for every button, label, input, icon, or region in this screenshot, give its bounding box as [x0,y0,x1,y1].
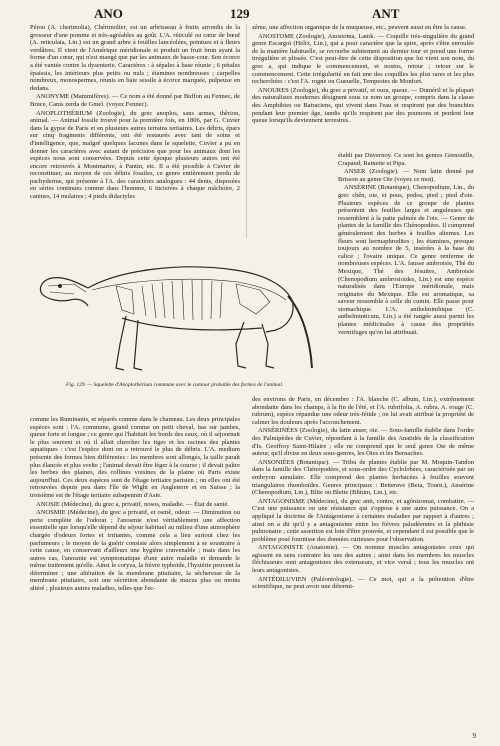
running-header [0,6,500,22]
head-outline [40,278,88,306]
header-left: ANO [94,6,123,21]
paragraph: ANOPLOTHÉRIUM (Zoologie), du grec anoplos, sans armes, thêrion, animal. — Animal fossile trouvé pour la première fois, en 1806, par G. Cuvier dans la gypse de Paris et en plusieurs autres terrains tertiaires. Les débris, épars sur cinq fragments différents, ont été restaurés avec tant de soins et d'intelligence, que, malgré quelques lacunes dans le squelette, Cuvier a pu en donner les caractères avec autant de précision que pour les animaux dont les espèces nous sont conservées. Depuis cette époque plusieurs autres ont été encore retrouvés à Montmartre, à Pantin, etc. Il a été possible à Cuvier de reconstituer, au moyen de ces débris fossiles, ce genre entièrement perdu de pachyderme, qui présente à l'A. des caractères analogues : 44 dents, disposées en séries continues comme dans l'homme, 6 incisives à chaque mâchoire, 2 canines, 14 molaires ; 4 pieds didactyles [30,109,240,201]
right-column-bottom [252,396,474,732]
front-leg [116,316,142,370]
paragraph: ANOSMIE (Médecine), du grec a privatif, et osmê, odeur. — Diminution ou perte complète de l'odorat ; l'anosmie n'est véritablement une affection essentielle que lorsqu'elle dépend du séjour habituel au milieu d'une atmosphère chargée d'odeurs fortes et irritantes, comme cela a lieu surtout chez les parfumeurs ; le moyen de la guérir consiste alors simplement à se soustraire à cette cause, en conservant d'ailleurs une hygiène convenable ; mais dans les autres cas, l'anosmie est symptomatique d'une autre maladie et demande le même traitement qu'elle. Ainsi le coryza, la fièvre typhoïde, l'hystérie peuvent la déterminer ; une altération de la membrane pituitaire, la sécheresse de la membrane pituitaire, soit une sécrétion abondante de mucus plus ou moins altéré ; plusieurs autres maladies, telles que l'ec- [30,509,240,593]
paragraph: ANOURES (Zoologie), du grec a privatif, et oura, queue. — Duméril et la plupart des naturalistes modernes désignent sous ce nom un groupe, compris dans la classe des Amphibies ou Batraciens, qui vivent dans l'eau et respirent par des branchies pendant leur premier âge, tandis qu'ils respirent par des poumons et perdent leur queue lorsqu'ils deviennent terrestres. [252,86,474,125]
paragraph: des environs de Paris, en décembre : l'A. blanche (C. album, Lin.), extrêmement abondante dans les champs, à la fin de l'été, et l'A. rubrifolia, A. rubra, A. rouge (C. rubrum), espèce répandue une odeur très-fétide ; on lui avait attribué la propriété de calmer les douleurs après l'accouchement. [252,396,474,426]
paragraph: ANSONIÉES (Botanique). — Tribu de plantes établie par M. Moquin-Tandon dans la famille des Chénopodées, et sous-ordre des Cyclolobées, caractérisée par un embryon annulaire. Elle comprend des plantes herbacées à feuilles souvent triangulaires rhomboïdes. Genres principaux : Betterave (Beta, Tourn.), Ansérine (Chenopodium, Lin.), Blite ou Blette (Blitum, Lin.), etc. [252,458,474,497]
paragraph: ANTÉDILUVIEN (Paléontologie). — Ce mot, qui a la prétention d'être scientifique, ne peut avoir une détermi- [252,575,474,591]
paragraph: ANSÉRINÉES (Zoologie), du latin anser, oie. — Sous-famille établie dans l'ordre des Palmipèdes de Cuvier, répondant à la famille des Anatidés de la classification d'Is. Geoffroy Saint-Hilaire ; elle ne comprend que le seul genre Oie de même auteur, qu'il divise en deux sous-genres, les Oies et les Bernaches. [252,427,474,458]
right-column-middle [338,152,474,394]
paragraph: ANSÉRINE (Botanique), Chenopodium, Lin., du grec chên, oie, et pous, podos, pied ; pied d'oie. Plusieurs espèces de ce groupe de plantes présentent des feuilles larges et anguleuses qui ressemblent à la patte palmée de l'oie. — Genre de plantes de la famille des Chénopodées. Il comprend généralement des herbes à feuilles alternes. Les fleurs sont hermaphrodites ; les étamines, presque toujours au nombre de 5, insérées à la base du calice ; l'ovaire unique. Ce genre renferme de nombreuses espèces. L'A. fausse ambroisie, Thé du Mexique, Thé des Jésuites, Ambroisie (Chenopodium ambrosioides, Lin.) est une espèce naturalisée dans l'Europe méridionale, mais originaire du Mexique. Elle est aromatique, sa saveur ressemble à celle du cumin. Elle passe pour stomachique. L'A. anthelminthique (C. anthelminticum, Lin.) a été rangée aussi parmi les plantes médicinales à cause des propriétés vermifuges qu'on lui attribuait. [338,184,474,336]
scapula [116,286,134,314]
paragraph: ANOSIE (Médecine), du grec a, privatif, nosos, maladie. — État de santé. [36,500,229,508]
paragraph: établi par Duvernoy. Ce sont les genres Grenouille, Crapaud, Rainette et Pipa. [338,152,474,167]
signature-mark: 9 [472,732,476,740]
paragraph: ANTAGONISME (Médecine), du grec anti, contre, et agônizomai, combattre. — C'est une puissance ou une résistance qui s'oppose à une autre puissance. On a appliqué la doctrine de l'Antagonisme à certaines maladies par rapport à d'autres ; ainsi on a dit qu'il y a antagonisme entre les fièvres paludéennes et la phthisie pulmonaire ; cette assertion est loin d'être prouvée, et cependant il est possible que le problème posé fournisse des données curieuses pour l'observation. [252,497,474,543]
body-outline [88,267,293,332]
tail-outline [288,296,312,368]
figure-caption: Fig. 129. — Squelette d'Anoplothérium commune avec le contour probable des formes de l'animal. [66,382,284,388]
spine [92,279,286,300]
ribs [142,280,222,320]
eye-socket [58,284,62,288]
paragraph: ANOSTOME (Zoologie), Anostoma, Lamk. — Coquille très-singulière du grand genre Escargot (Helix, Lin.), qui a pour caractère que la spire, après s'être enroulée de la manière habituelle, se recourbe subitement au dernier tour et prend une forme irrégulière et plissée. C'est peut-être de cette disposition que lui vient son nom, du grec a, qui indique le commencement, et nostos, retour ; retour sur le commencement. Cette irrégularité en fait une des coquilles les plus rares et les plus recherchées : c'est l'A. rogne ou Gueuelle, Tempestes de Monfort. [252,32,474,86]
pelvis [236,284,270,314]
belly-outline [122,318,262,330]
paragraph: Pérou (A. cherimolia), Chérimolier, est un arbrisseau à fruits arrondis de la grosseur d'une pomme et très-agréables au goût. L'A. réticulé ou cœur de bœuf (A. reticulata, Lin.) est un grand arbre à feuilles lancéolées, pointues et à fleurs verdâtres. Il vient de l'Amérique méridionale et produit un fruit brun ayant la forme d'un cœur, qui n'est mangé que par les animaux de basse-cour. Son écorce a été vantée contre la dysenterie. Caractères : à sépales à base réunie ; 6 pétales épaissis, les intérieurs plus petits ou nuls ; étamines nombreuses ; carpelles nombreux, monospermes, réunis en baie sessile à écorce marquée, pulpeuse en dedans. [30,24,240,92]
column-rule [246,24,247,238]
paragraph: ANTAGONISTE (Anatomie). — On nomme muscles antagonistes ceux qui agissent en sens contraire les uns des autres ; ainsi dans les membres les muscles fléchisseurs sont antagonistes des extenseurs, et vice versâ ; tous les muscles ont leurs antagonistes. [252,544,474,575]
right-column-top [252,24,474,152]
skull-detail [48,284,86,294]
anoplotherium-skeleton-figure [30,240,320,378]
paragraph: ANSER (Zoologie). — Nom latin donné par Brisson au genre Oie (voyez ce mot). [338,168,474,183]
header-page: 129 [230,6,250,21]
paragraph: zème, une affection organique de la muqueuse, etc., peuvent aussi en être la cause. [252,24,467,31]
paragraph: comme les Ruminants, et séparés comme dans le chameau. Les deux principales espèces sont : l'A. commune, grand comme un petit cheval, bas sur jambes, queue forte et longue ; ce genre qui l'habitait les bords des eaux, où il séjournait le plus souvent et où il allait chercher les tiges et les racines des plantes aquatiques : c'est l'espèce dont on a retrouvé le plus de débris. L'A. medium présente des formes bien différentes : les membres sont allongés, la taille paraît plus élancée et plus svelte ; l'animal devait être léger à la course ; il devait paître les herbes des plaines, des collines voisines de la plaine où Paris existe aujourd'hui. Ces deux espèces sont de l'étage tertiaire parisien ; on elles ont été retrouvées depuis peu dans l'île de Wight en Angleterre et en Suisse ; la troisième est de l'étage tertiaire subapennin d'Asie. [30,416,240,499]
left-column-bottom [30,416,240,732]
header-right: ANT [372,6,400,21]
paragraph: ANONYME (Mammifères). — Ce nom a été donné par Buffon au Fennec, de Bruce, Canis zerda de Gmel. (voyez Fennec). [30,93,240,108]
